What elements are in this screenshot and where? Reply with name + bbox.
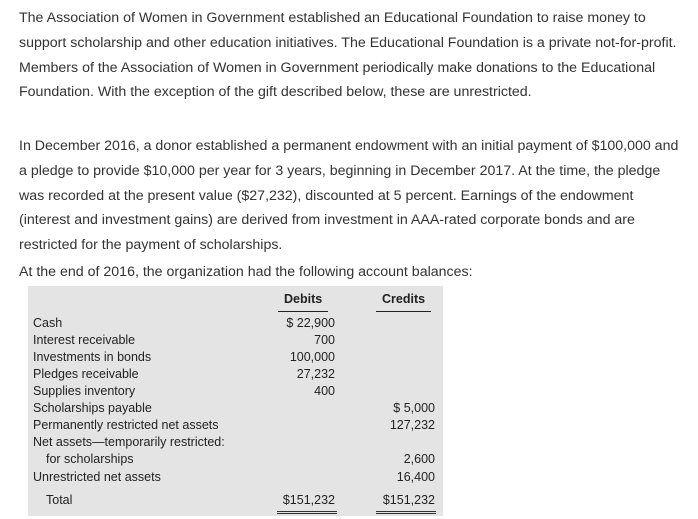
row-label: Unrestricted net assets <box>33 470 161 484</box>
table-row <box>28 384 443 401</box>
row-label: Pledges receivable <box>33 367 139 381</box>
row-debit: 100,000 <box>289 350 335 364</box>
row-label: for scholarships <box>46 452 134 466</box>
table-row <box>28 350 443 367</box>
row-debit: 400 <box>314 384 335 398</box>
credit-total-double-rule-top <box>376 511 436 512</box>
table-row <box>28 316 443 333</box>
row-credit: 2,600 <box>403 452 435 466</box>
row-label: Supplies inventory <box>33 384 136 398</box>
debits-header <box>284 292 322 306</box>
row-credit: 16,400 <box>396 470 435 484</box>
row-debit: 700 <box>314 333 335 347</box>
row-label: Net assets—temporarily restricted: <box>33 435 225 449</box>
debit-total-double-rule-top <box>277 511 337 512</box>
account-balances-table <box>28 286 443 516</box>
credits-header-rule <box>376 311 431 312</box>
total-debit: $151,232 <box>282 493 335 507</box>
table-row <box>28 367 443 384</box>
table-row <box>28 435 443 452</box>
endowment-paragraph: In December 2016, a donor established a permanent endowment with an initial payment of $100,000 and a pledge to provide $10,000 per year for 3 years, beginning in December 2017. At the time, the pledge was recorded at the present value ($27,232), discounted at 5 percent. Earnings of the endowment (interest and investment gains) are derived from investment in AAA-rated corporate bonds and are restricted for the payment of scholarships. <box>19 138 679 254</box>
row-credit: 127,232 <box>389 418 435 432</box>
row-label: Interest receivable <box>33 333 136 347</box>
debit-total-double-rule-bottom <box>277 513 337 514</box>
total-credit: $151,232 <box>382 493 435 507</box>
total-label: Total <box>46 493 73 507</box>
credit-total-double-rule-bottom <box>376 513 436 514</box>
table-row <box>28 333 443 350</box>
row-credit: $ 5,000 <box>393 401 435 415</box>
row-debit: 27,232 <box>296 367 335 381</box>
intro-paragraph: The Association of Women in Government established an Educational Foundation to raise money to support scholarship and other education initiatives. The Educational Foundation is a private not-for-profit. Members of the Association of Women in Government periodically make donations to the Educational Foundation. With the exception of the gift described below, these are unrestricted. <box>19 10 677 101</box>
credits-header <box>382 292 425 306</box>
table-row <box>28 418 443 435</box>
row-label: Scholarships payable <box>33 401 152 415</box>
row-label: Cash <box>33 316 63 330</box>
table-row <box>28 470 443 487</box>
total-row <box>28 493 443 510</box>
debits-header-rule <box>278 311 328 312</box>
debits-header-text: Debits <box>284 292 323 306</box>
row-label: Permanently restricted net assets <box>33 418 219 432</box>
credits-header-text: Credits <box>382 292 426 306</box>
row-label: Investments in bonds <box>33 350 152 364</box>
balances-intro-paragraph: At the end of 2016, the organization had the following account balances: <box>19 264 473 280</box>
row-debit: $ 22,900 <box>286 316 335 330</box>
table-row <box>28 452 443 469</box>
table-row <box>28 401 443 418</box>
